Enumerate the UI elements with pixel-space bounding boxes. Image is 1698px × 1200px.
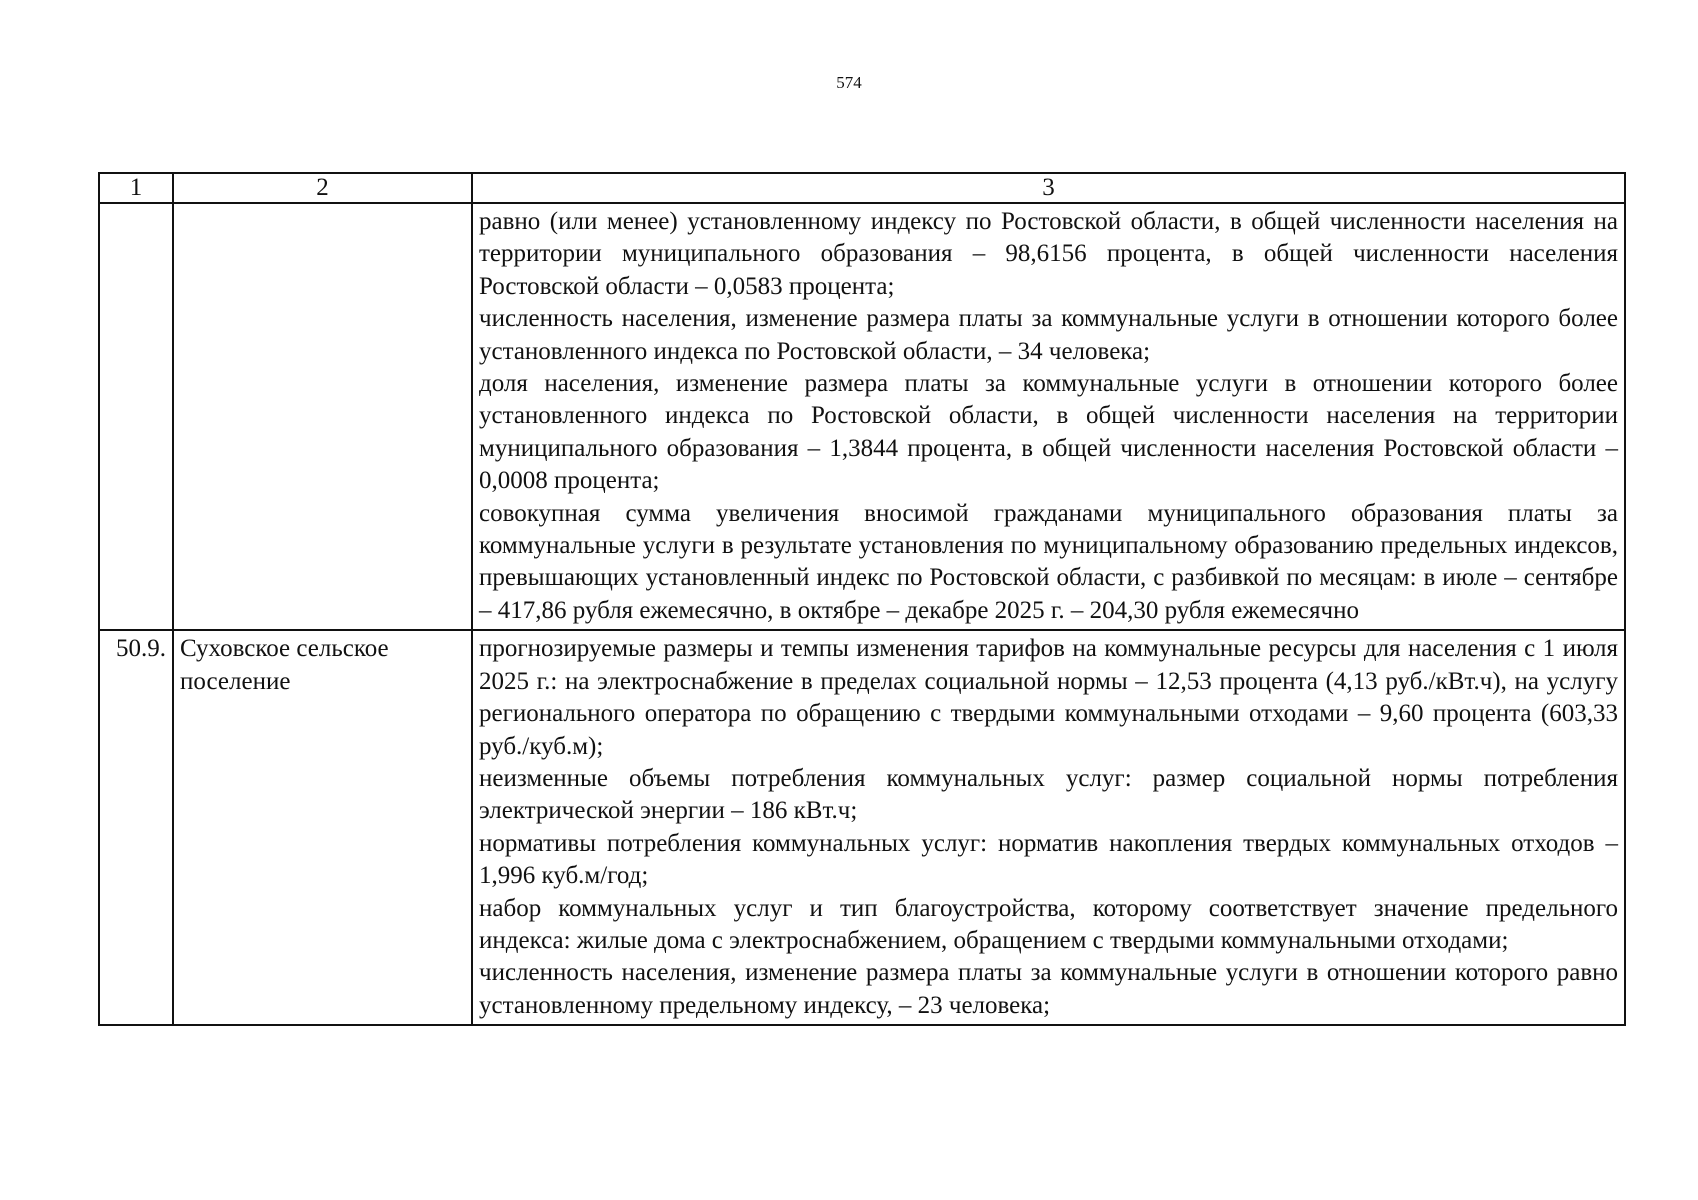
row-number: 50.9.: [99, 630, 173, 1025]
content-paragraph: набор коммунальных услуг и тип благоустройства, которому соответствует значение предельного индекса: жилые дома с электроснабжением, обращением с твердыми коммунальными отходами;: [479, 894, 1618, 954]
row-content: [472, 630, 1625, 1025]
data-table: [98, 172, 1626, 1026]
row-content: [472, 203, 1625, 630]
content-paragraph: неизменные объемы потребления коммунальных услуг: размер социальной нормы потребления электрической энергии – 186 кВт.ч;: [479, 764, 1618, 825]
page-number: 574: [836, 73, 862, 92]
municipality-name: Суховское сельское поселение: [173, 630, 472, 1025]
row-number: [99, 203, 173, 630]
content-paragraph: численность населения, изменение размера платы за коммунальные услуги в отношении которого более установленного индекса по Ростовской области, – 34 человека;: [479, 305, 1618, 365]
column-header-2: 2: [173, 173, 472, 203]
content-paragraph: доля населения, изменение размера платы за коммунальные услуги в отношении которого более установленного индекса по Ростовской области, в общей численности населения на территории муниципального образования – 1,3844 процента, в общей численности населения Ростовской области – 0,0008 процента;: [479, 370, 1618, 495]
content-paragraph: совокупная сумма увеличения вносимой гражданами муниципального образования платы за коммунальные услуги в результате установления по муниципальному образованию предельных индексов, превышающих установленный индекс по Ростовской области, с разбивкой по месяцам: в июле – сентябре – 417,86 рубля ежемесячно, в октябре – декабре 2025 г. – 204,30 рубля ежемесячно: [479, 499, 1618, 624]
table-header-row: [99, 173, 1625, 203]
table-row: [99, 203, 1625, 630]
municipality-name: [173, 203, 472, 630]
column-header-3: 3: [472, 173, 1625, 203]
content-paragraph: нормативы потребления коммунальных услуг: норматив накопления твердых коммунальных отходов – 1,996 куб.м/год;: [479, 829, 1618, 890]
content-paragraph: численность населения, изменение размера платы за коммунальные услуги в отношении которого равно установленному предельному индексу, – 23 человека;: [479, 959, 1618, 1019]
column-header-1: 1: [99, 173, 173, 203]
content-paragraph: прогнозируемые размеры и темпы изменения тарифов на коммунальные ресурсы для населения с 1 июля 2025 г.: на электроснабжение в пределах социальной нормы – 12,53 процента (4,13 руб./кВт.ч), на услугу регионального оператора по обращению с твердыми коммунальными отходами – 9,60 процента (603,33 руб./куб.м);: [479, 635, 1618, 760]
table-row: [99, 630, 1625, 1025]
content-paragraph: равно (или менее) установленному индексу по Ростовской области, в общей численности населения на территории муниципального образования – 98,6156 процента, в общей численности населения Ростовской области – 0,0583 процента;: [479, 208, 1618, 300]
